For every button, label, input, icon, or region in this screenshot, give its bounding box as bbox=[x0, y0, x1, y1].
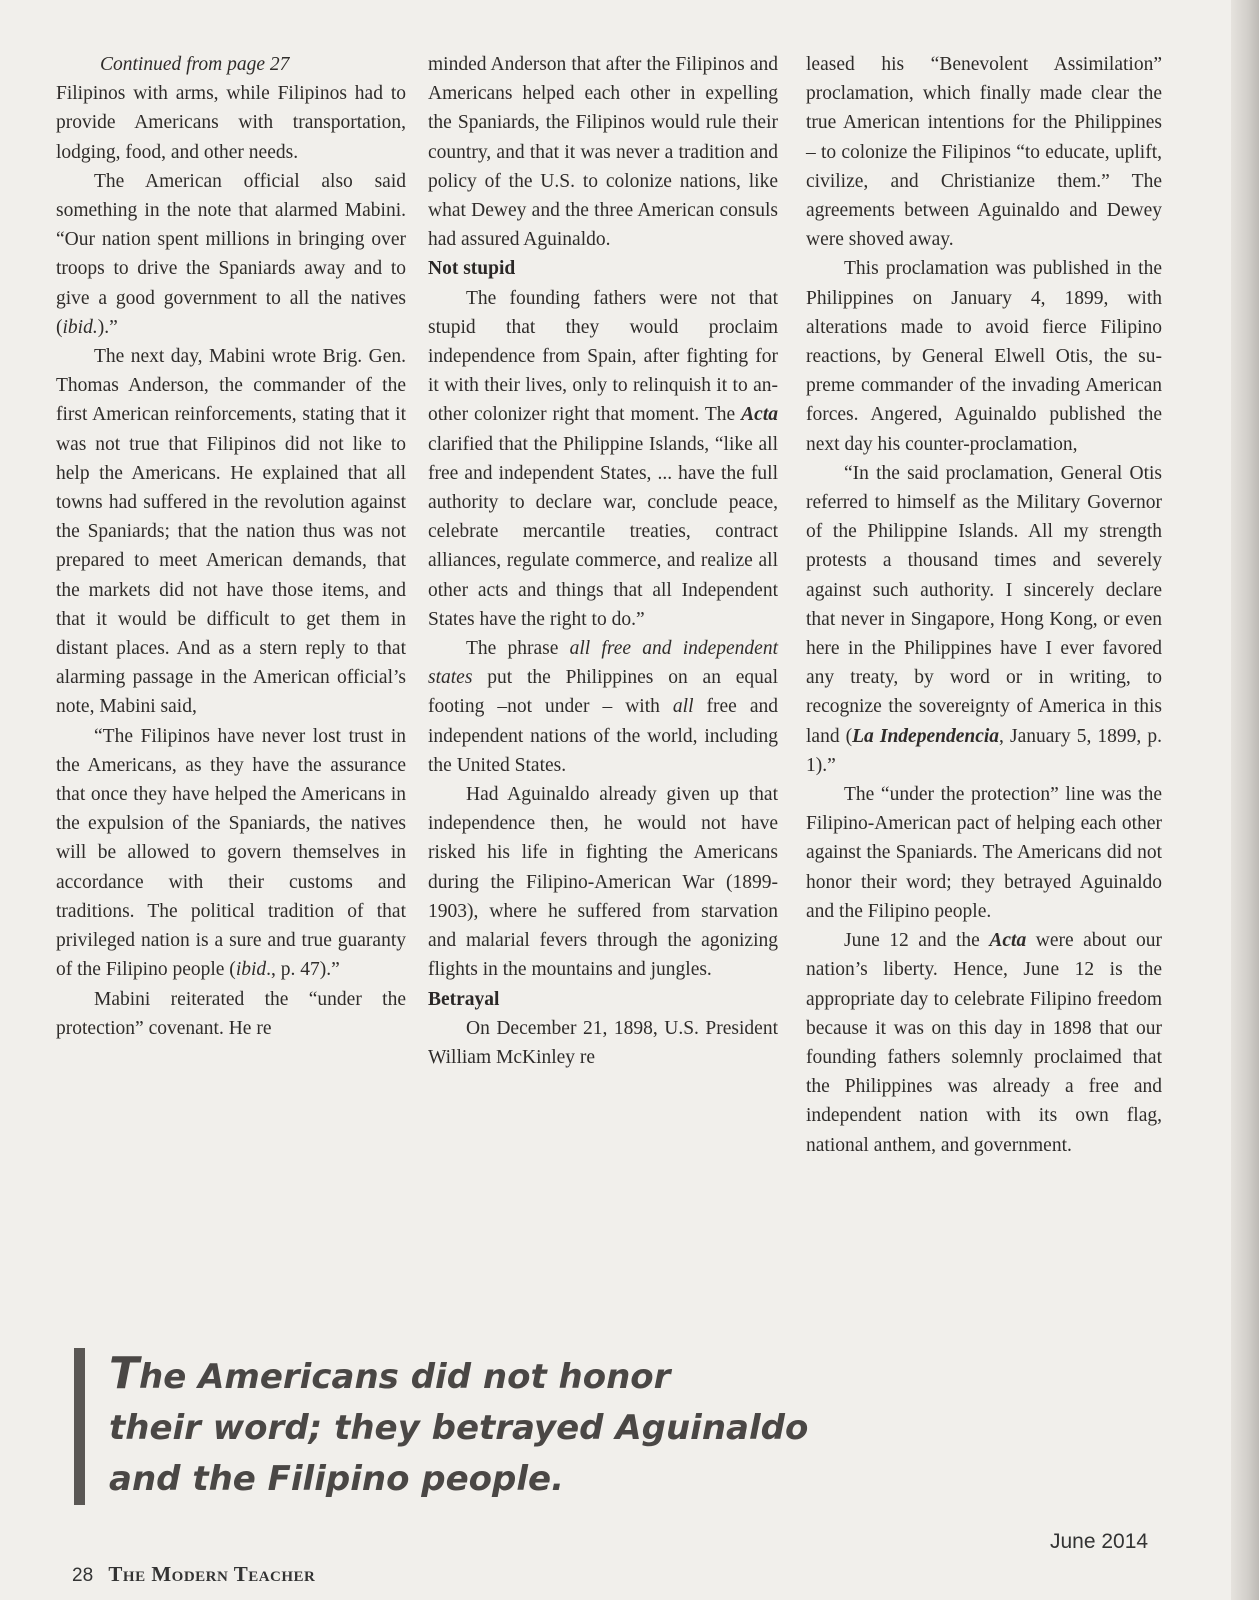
continued-note: Continued from page 27 bbox=[100, 54, 290, 75]
page-number: 28 bbox=[72, 1565, 94, 1586]
column-3 bbox=[806, 50, 1162, 1160]
pull-quote-line-2: their word; they betrayed Aguinaldo bbox=[109, 1408, 809, 1448]
pull-quote-line-3: and the Filipino people. bbox=[109, 1459, 564, 1499]
column-2 bbox=[428, 50, 778, 1072]
col1-paragraph-2: The American official also said something in the note that alarmed Mabini. “Our nation spent millions in bringing over troops to drive the Spaniards away and to give a good government to all the natives (ibid.).” bbox=[56, 170, 406, 338]
col2-paragraph-2: The founding fathers were not that stupid that they would proclaim independence from Spain, after fighting for it with their lives, only to relinquish it to another colonizer right that moment. The Acta clarified that the Philippine Islands, “like all free and independent States, ... have the full authority to declare war, conclude peace, celebrate mercantile treaties, contract alliances, regulate commerce, and realize all other acts and things that all Independent States have the right to do.” bbox=[428, 287, 778, 630]
col1-paragraph-3: The next day, Mabini wrote Brig. Gen. Thomas Anderson, the commander of the first American reinforcements, stating that it was not true that Filipinos did not like to help the Americans. He explained that all towns had suffered in the revolution against the Spaniards; that the nation thus was not prepared to meet American demands, that the markets did not have those items, and that it would be difficult to get them in distant places. And as a stern reply to that alarming passage in the American official’s note, Mabini said, bbox=[56, 346, 406, 718]
col3-paragraph-5: June 12 and the Acta were about our nation’s liberty. Hence, June 12 is the appropriate day to celebrate Filipino freedom because it was on this day in 1898 that our founding fathers solemnly proclaimed that the Philippines was already a free and independent nation with its own flag, national anthem, and government. bbox=[806, 930, 1162, 1156]
col2-paragraph-1: minded Anderson that after the Filipinos and Americans helped each other in expelling the Spaniards, the Filipinos would rule their country, and that it was never a tradition and policy of the U.S. to colonize nations, like what Dewey and the three American consuls had assured Aguinaldo. bbox=[428, 54, 778, 251]
col3-paragraph-1: leased his “Benevolent Assimilation” proclamation, which finally made clear the true American intentions for the Philippines – to colonize the Filipinos “to educate, uplift, civilize, and Christianize them.” The agreements between Aguinaldo and Dewey were shoved away. bbox=[806, 54, 1162, 251]
col3-paragraph-2: This proclamation was published in the Philippines on January 4, 1899, with alterations made to avoid fierce Filipino reactions, by General Elwell Otis, the supreme commander of the invading American forces. Angered, Aguinaldo published the next day his counter-proclamation, bbox=[806, 258, 1162, 455]
col3-paragraph-4: The “under the protection” line was the Filipino-American pact of helping each other against the Spaniards. The Americans did not honor their word; they betrayed Aguinaldo and the Filipino people. bbox=[806, 784, 1162, 922]
pull-quote bbox=[74, 1348, 809, 1505]
page-edge-shadow bbox=[1231, 0, 1259, 1600]
col3-paragraph-3: “In the said proclamation, General Otis referred to himself as the Military Governor of the Philippine Islands. All my strength protests a thousand times and severely against such authority. I sincerely declare that never in Singapore, Hong Kong, or even here in the Philippines have I ever favored any treaty, by word or in writing, to recognize the sovereignty of America in this land (La Independencia, January 5, 1899, p. 1).” bbox=[806, 462, 1162, 776]
col2-paragraph-4: Had Aguinaldo already given up that independence then, he would not have risked his life in fighting the Americans during the Filipino-American War (1899-1903), where he suffered from starvation and malarial fevers through the agonizing flights in the mountains and jungles. bbox=[428, 784, 778, 981]
pull-quote-line-1: The Americans did not honor bbox=[109, 1348, 671, 1399]
col1-paragraph-1: Filipinos with arms, while Filipinos had to provide Americans with transportation, lodging, food, and other needs. bbox=[56, 83, 406, 163]
col1-paragraph-5: Mabini reiterated the “under the protection” covenant. He re bbox=[56, 988, 406, 1039]
subheading-betrayal: Betrayal bbox=[428, 988, 500, 1010]
col2-paragraph-3: The phrase all free and independent states put the Philippines on an equal footing –not under – with all free and independent nations of the world, including the United States. bbox=[428, 638, 778, 776]
col2-paragraph-5: On December 21, 1898, U.S. President William McKinley re bbox=[428, 1017, 778, 1068]
subheading-not-stupid: Not stupid bbox=[428, 258, 516, 280]
issue-date: June 2014 bbox=[1050, 1530, 1149, 1553]
footer-left bbox=[72, 1562, 315, 1587]
col1-paragraph-4: “The Filipinos have never lost trust in the Americans, as they have the assurance that once they have helped the Americans in the expulsion of the Spaniards, the natives will be allowed to govern themselves in accordance with their customs and traditions. The political tradition of that privileged nation is a sure and true guaranty of the Filipino people (ibid., p. 47).” bbox=[56, 725, 406, 981]
column-1 bbox=[56, 50, 406, 1043]
magazine-name: The Modern Teacher bbox=[108, 1562, 316, 1586]
